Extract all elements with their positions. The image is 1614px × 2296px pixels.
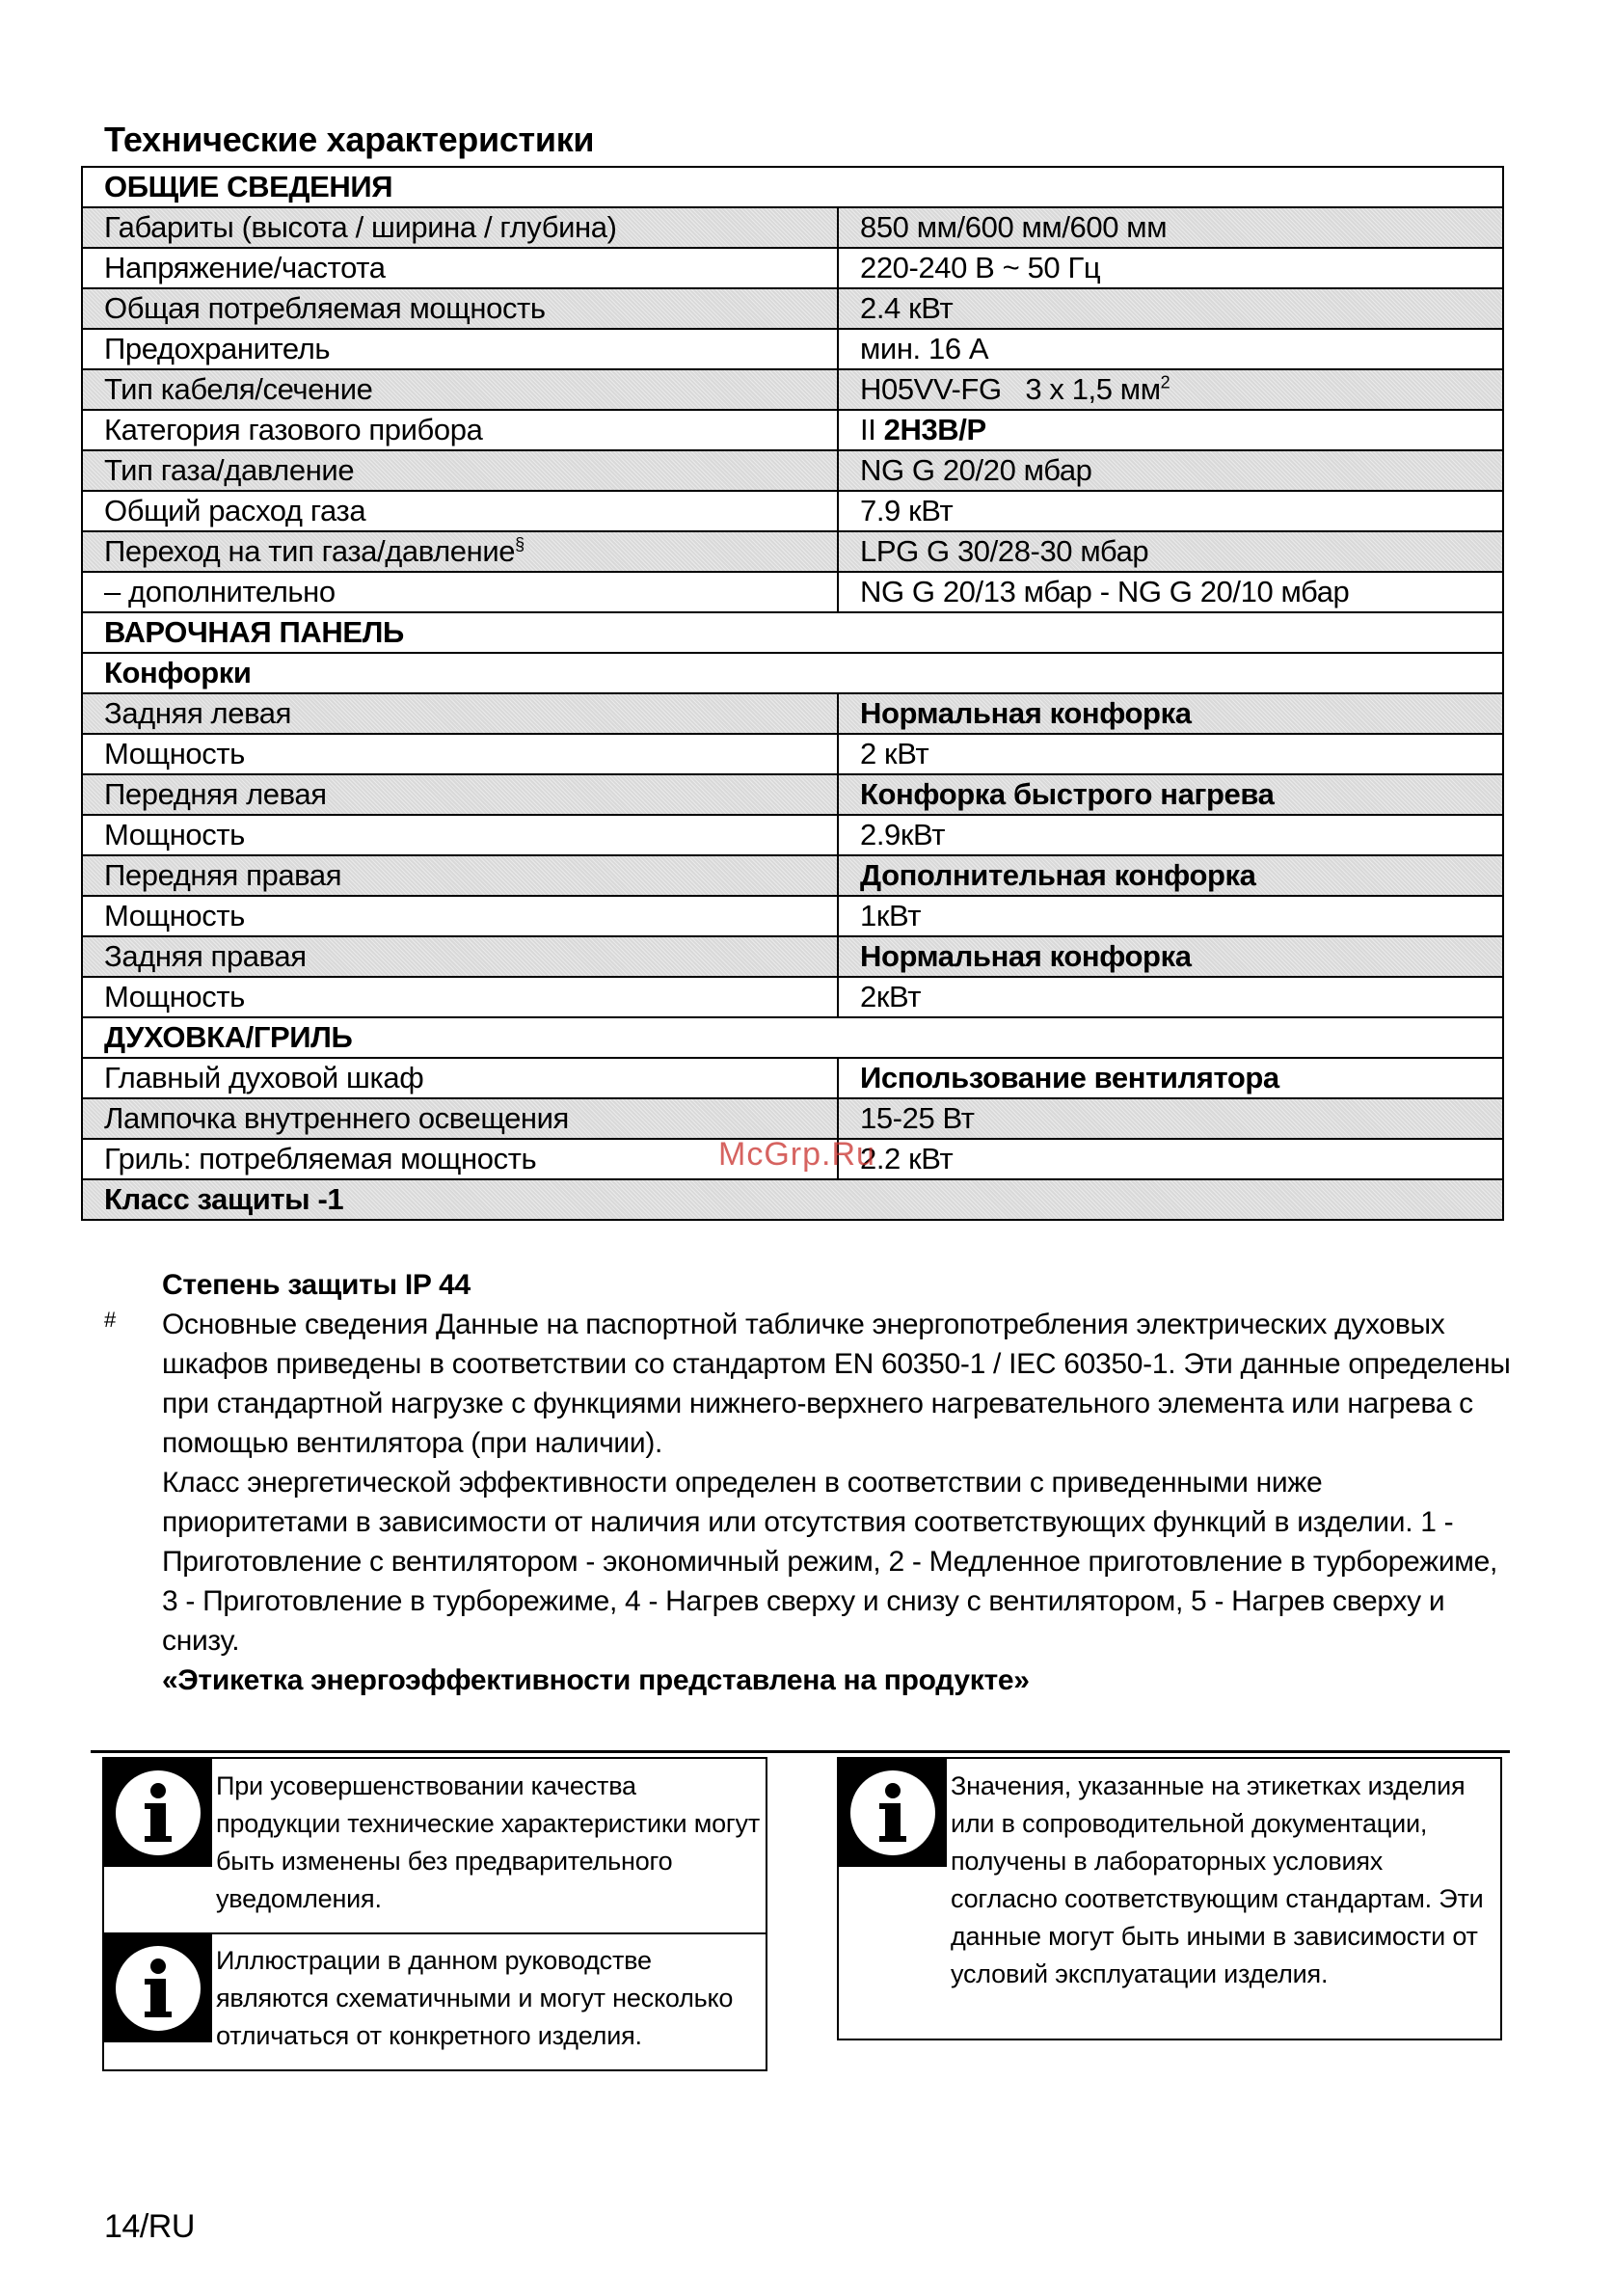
energy-note-2: Класс энергетической эффективности определен в соответствии с приведенными ниже приоритетами в зависимости от наличия или отсутствия соответствующих функций в изделии. 1 - Приготовление с вентилятором - экономичный режим, 2 - Медленное приготовление в турборежиме, 3 - Приготовление в турборежиме, 4 - Нагрев сверху и снизу с вентилятором, 5 - Нагрев сверху и снизу. — [162, 1467, 1498, 1657]
spec-value-text: 2.9кВт — [860, 818, 946, 851]
spec-label — [82, 734, 838, 774]
spec-label — [82, 896, 838, 936]
spec-label-text: Мощность — [104, 899, 245, 932]
spec-row — [82, 207, 1503, 248]
spec-label-text: Напряжение/частота — [104, 251, 386, 284]
spec-row — [82, 329, 1503, 369]
spec-label-text: Мощность — [104, 737, 245, 770]
spec-row — [82, 288, 1503, 329]
spec-label-text: – дополнительно — [104, 575, 336, 608]
info-box-quality — [104, 1759, 766, 1934]
info-box-illustrations — [104, 1934, 766, 2069]
spec-value — [838, 450, 1503, 491]
spec-label-text: Предохранитель — [104, 332, 331, 365]
spec-label-text: Общая потребляемая мощность — [104, 291, 546, 325]
spec-value — [838, 572, 1503, 612]
spec-label-text: Категория газового прибора — [104, 413, 483, 446]
spec-value-text: NG G 20/13 мбар - NG G 20/10 мбар — [860, 575, 1350, 608]
spec-label-text: Общий расход газа — [104, 494, 366, 527]
section-label: ВАРОЧНАЯ ПАНЕЛЬ — [82, 612, 1503, 653]
spec-label — [82, 410, 838, 450]
spec-value — [838, 1139, 1503, 1179]
spec-row — [82, 369, 1503, 410]
spec-label — [82, 207, 838, 248]
spec-row — [82, 1058, 1503, 1098]
spec-row — [82, 815, 1503, 855]
spec-value-text: 2кВт — [860, 980, 922, 1013]
energy-label-note: «Этикетка энергоэффективности представлена на продукте» — [162, 1664, 1030, 1696]
spec-value — [838, 977, 1503, 1017]
spec-value-text: Нормальная конфорка — [860, 696, 1192, 730]
spec-value-text: 2.2 кВт — [860, 1142, 954, 1175]
spec-label-text: Задняя левая — [104, 696, 292, 730]
spec-row — [82, 450, 1503, 491]
spec-value-text: 15-25 Вт — [860, 1101, 975, 1135]
spec-label-text: Мощность — [104, 818, 245, 851]
spec-value-text: Дополнительная конфорка — [860, 858, 1256, 892]
spec-value — [838, 693, 1503, 734]
spec-row — [82, 977, 1503, 1017]
spec-label — [82, 572, 838, 612]
spec-row — [82, 531, 1503, 572]
spec-row — [82, 491, 1503, 531]
spec-value — [838, 491, 1503, 531]
spec-value — [838, 1098, 1503, 1139]
notes — [162, 1265, 1512, 1700]
info-text-illustrations: Иллюстрации в данном руководстве являются схематичными и могут несколько отличаться от конкретного изделия. — [216, 1946, 734, 2050]
spec-label — [82, 450, 838, 491]
spec-value — [838, 288, 1503, 329]
spec-value — [838, 369, 1503, 410]
spec-row — [82, 572, 1503, 612]
spec-label-text: Гриль: потребляемая мощность — [104, 1142, 537, 1175]
page-title: Технические характеристики — [104, 120, 595, 159]
spec-label-text: Лампочка внутреннего освещения — [104, 1101, 569, 1135]
spec-value-text: 220-240 В ~ 50 Гц — [860, 251, 1101, 284]
spec-value-text: NG G 20/20 мбар — [860, 453, 1092, 487]
spec-value-text: 7.9 кВт — [860, 494, 954, 527]
spec-value — [838, 815, 1503, 855]
spec-label — [82, 491, 838, 531]
energy-note-1: Основные сведения Данные на паспортной табличке энергопотребления электрических духовых шкафов приведены в соответствии со стандартом EN 60350-1 / IEC 60350-1. Эти данные определены при стандартной нагрузке с функциями нижнего-верхнего нагревательного элемента или нагрева с помощью вентилятора (при наличии). — [162, 1309, 1511, 1459]
spec-value-text: 1кВт — [860, 899, 922, 932]
spec-value — [838, 1058, 1503, 1098]
spec-label — [82, 248, 838, 288]
spec-row — [82, 896, 1503, 936]
spec-value — [838, 734, 1503, 774]
info-text-lab-values: Значения, указанные на этикетках изделия или в сопроводительной документации, получены в лабораторных условиях согласно соответствующим стандартам. Эти данные могут быть иными в зависимости от условий эксплуатации изделия. — [951, 1771, 1484, 1988]
spec-label — [82, 288, 838, 329]
watermark: McGrp.Ru — [718, 1136, 875, 1173]
spec-value — [838, 855, 1503, 896]
spec-value — [838, 774, 1503, 815]
spec-label — [82, 329, 838, 369]
info-box-right — [837, 1757, 1502, 2040]
spec-label-text: Главный духовой шкаф — [104, 1061, 424, 1094]
spec-value — [838, 207, 1503, 248]
spec-value — [838, 248, 1503, 288]
info-icon — [104, 1934, 212, 2042]
spec-value-text: 850 мм/600 мм/600 мм — [860, 210, 1168, 244]
spec-value — [838, 329, 1503, 369]
spec-section-header — [82, 1179, 1503, 1220]
info-box-left — [102, 1757, 767, 2071]
info-icon — [104, 1759, 212, 1867]
section-label: ДУХОВКА/ГРИЛЬ — [82, 1017, 1503, 1058]
spec-label — [82, 977, 838, 1017]
section-label: Класс защиты -1 — [82, 1179, 1503, 1220]
spec-label — [82, 815, 838, 855]
divider-line — [91, 1750, 1510, 1753]
spec-label — [82, 1058, 838, 1098]
spec-label — [82, 369, 838, 410]
spec-label — [82, 693, 838, 734]
spec-value-text: Конфорка быстрого нагрева — [860, 777, 1275, 811]
unit-superscript: 2 — [1160, 372, 1170, 392]
protection-degree: Степень защиты IP 44 — [162, 1269, 471, 1301]
spec-value — [838, 531, 1503, 572]
spec-section-header — [82, 653, 1503, 693]
spec-label-text: Габариты (высота / ширина / глубина) — [104, 210, 617, 244]
spec-section-header — [82, 612, 1503, 653]
spec-value — [838, 410, 1503, 450]
spec-label-text: Задняя правая — [104, 939, 307, 973]
spec-row — [82, 410, 1503, 450]
spec-label-text: Тип газа/давление — [104, 453, 355, 487]
spec-label-text: Передняя левая — [104, 777, 327, 811]
spec-value — [838, 936, 1503, 977]
spec-label — [82, 774, 838, 815]
spec-value-text: Использование вентилятора — [860, 1061, 1279, 1094]
spec-section-header — [82, 1017, 1503, 1058]
spec-label — [82, 531, 838, 572]
spec-section-header — [82, 167, 1503, 207]
spec-row — [82, 248, 1503, 288]
spec-value-bold: 2H3B/P — [883, 413, 986, 446]
info-icon — [839, 1759, 947, 1867]
spec-value-prefix: II — [860, 413, 884, 446]
info-text-quality: При усовершенствовании качества продукции технические характеристики могут быть изменены без предварительного уведомления. — [216, 1771, 761, 1913]
section-label: ОБЩИЕ СВЕДЕНИЯ — [82, 167, 1503, 207]
spec-value-text: 2.4 кВт — [860, 291, 954, 325]
spec-value-text: мин. 16 А — [860, 332, 989, 365]
spec-label-text: Переход на тип газа/давление — [104, 534, 516, 568]
spec-value — [838, 896, 1503, 936]
spec-value-text: H05VV-FG 3 x 1,5 мм — [860, 372, 1161, 406]
spec-label-text: Передняя правая — [104, 858, 342, 892]
spec-row — [82, 1098, 1503, 1139]
spec-label-text: Мощность — [104, 980, 245, 1013]
spec-table — [81, 166, 1504, 1221]
spec-row — [82, 855, 1503, 896]
spec-label — [82, 936, 838, 977]
spec-row — [82, 693, 1503, 734]
spec-label-text: Тип кабеля/сечение — [104, 372, 373, 406]
spec-label — [82, 855, 838, 896]
spec-value-text: LPG G 30/28-30 мбар — [860, 534, 1149, 568]
spec-value-text: 2 кВт — [860, 737, 929, 770]
hash-mark: # — [104, 1308, 117, 1332]
section-label: Конфорки — [82, 653, 1503, 693]
spec-label — [82, 1098, 838, 1139]
spec-value-text: Нормальная конфорка — [860, 939, 1192, 973]
spec-row — [82, 774, 1503, 815]
footnote-mark: § — [515, 534, 525, 554]
spec-row — [82, 734, 1503, 774]
spec-row — [82, 936, 1503, 977]
page-number: 14/RU — [104, 2208, 195, 2245]
